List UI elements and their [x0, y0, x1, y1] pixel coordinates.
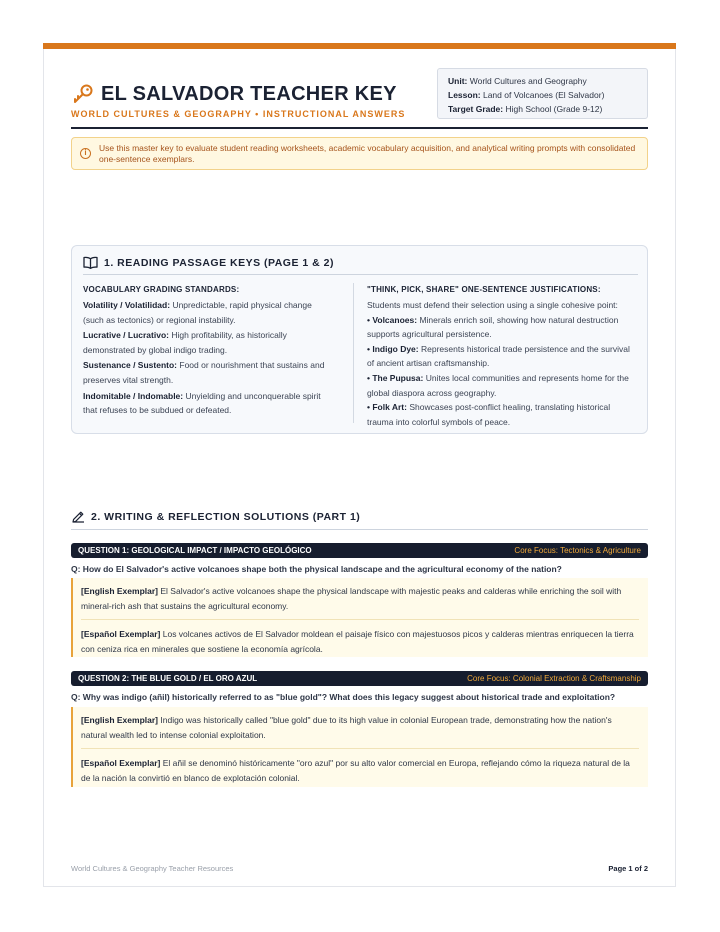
section-1-header: [83, 256, 334, 269]
answer-box: [71, 578, 648, 657]
justifications-column: [367, 283, 637, 429]
question-1-bar: [71, 543, 648, 558]
english-exemplar: [English Exemplar] El Salvador's active volcanoes shape the physical landscape with majestic peaks and calderas while enriching the soil with mineral-rich ash that sustains the agricultural economy.: [81, 586, 622, 611]
accent-top-bar: [43, 43, 676, 49]
title-row: [71, 82, 397, 106]
core-focus-label: Core Focus: Colonial Extraction & Craftsmanship: [467, 674, 641, 683]
justification-item: • Folk Art: Showcases post-conflict healing, translating historical trauma into colorful symbols of peace.: [367, 402, 611, 427]
justification-item: • Indigo Dye: Represents historical trade persistence and the survival of ancient artisan craftsmanship.: [367, 344, 630, 369]
pencil-icon: [71, 510, 85, 524]
page-title: EL SALVADOR TEACHER KEY: [101, 82, 397, 105]
vocab-item: Volatility / Volatilidad: Unpredictable, rapid physical change (such as tectonics) or regional instability.: [83, 300, 312, 325]
page-number: Page 1 of 2: [608, 864, 648, 873]
info-icon: i: [80, 148, 91, 159]
spanish-exemplar: [Español Exemplar] El añil se denominó históricamente "oro azul" por su alto valor comercial en Europa, reflejando cómo la riqueza natural de la de la nación la convirtió en blanco de explotación colonial.: [81, 758, 630, 783]
footer-source: World Cultures & Geography Teacher Resources: [71, 864, 234, 873]
question-prompt: Q: Why was indigo (añil) historically referred to as "blue gold"? What does this legacy suggest about historical trade and exploitation?: [71, 692, 616, 702]
justification-item: • Volcanoes: Minerals enrich soil, showing how natural destruction supports agricultural persistence.: [367, 315, 619, 340]
info-banner: [71, 137, 648, 170]
vocab-item: Indomitable / Indomable: Unyielding and unconquerable spirit that refuses to be subdued or defeated.: [83, 390, 321, 415]
question-label: QUESTION 2: THE BLUE GOLD / EL ORO AZUL: [78, 674, 258, 683]
section-2-title: 2. WRITING & REFLECTION SOLUTIONS (PART 1): [91, 511, 361, 523]
justification-item: • The Pupusa: Unites local communities and represents home for the global diaspora across geography.: [367, 373, 629, 398]
section-1-title: 1. READING PASSAGE KEYS (PAGE 1 & 2): [104, 256, 334, 269]
question-prompt: Q: How do El Salvador's active volcanoes shape both the physical landscape and the agricultural economy of the nation?: [71, 564, 562, 574]
reading-keys-card: [71, 245, 648, 434]
key-icon: [71, 82, 95, 106]
section-2-divider: [71, 529, 648, 530]
info-banner-text: Use this master key to evaluate student reading worksheets, academic vocabulary acquisition, and analytical writing prompts with consolidated one-sentence exemplars.: [99, 143, 636, 164]
column-divider: [353, 283, 354, 423]
justifications-intro: Students must defend their selection using a single cohesive point:: [367, 300, 618, 311]
question-label: QUESTION 1: GEOLOGICAL IMPACT / IMPACTO GEOLÓGICO: [78, 546, 312, 555]
exemplar-divider: [81, 748, 639, 749]
answer-box: [71, 707, 648, 787]
book-open-icon: [83, 256, 98, 269]
page-subtitle: WORLD CULTURES & GEOGRAPHY • INSTRUCTIONAL ANSWERS: [71, 109, 406, 119]
english-exemplar: [English Exemplar] Indigo was historically called "blue gold" due to its high value in colonial European trade, demonstrating how the nation's natural wealth led to intense colonial exploitation.: [81, 715, 612, 740]
lesson-meta-box: [437, 68, 648, 119]
meta-lesson: Lesson: Land of Volcanoes (El Salvador): [448, 90, 605, 100]
section-1-divider: [83, 274, 638, 275]
vocab-item: Sustenance / Sustento: Food or nourishment that sustains and preserves vital strength.: [83, 360, 325, 385]
meta-unit: Unit: World Cultures and Geography: [448, 76, 587, 86]
header-divider: [71, 127, 648, 129]
justifications-heading: "THINK, PICK, SHARE" ONE-SENTENCE JUSTIFICATIONS:: [367, 285, 601, 294]
vocab-column: [83, 283, 333, 419]
spanish-exemplar: [Español Exemplar] Los volcanes activos de El Salvador moldean el paisaje físico con majestuosos picos y calderas mientras enriquecen la tierra con ceniza rica en minerales que sostiene la economía agrícola.: [81, 629, 634, 654]
exemplar-divider: [81, 619, 639, 620]
meta-grade: Target Grade: High School (Grade 9-12): [448, 104, 603, 114]
question-2-bar: [71, 671, 648, 686]
section-2-header: [71, 510, 648, 524]
vocab-item: Lucrative / Lucrativo: High profitability, as historically demonstrated by global indigo trading.: [83, 330, 287, 355]
core-focus-label: Core Focus: Tectonics & Agriculture: [514, 546, 641, 555]
vocab-heading: VOCABULARY GRADING STANDARDS:: [83, 285, 240, 294]
